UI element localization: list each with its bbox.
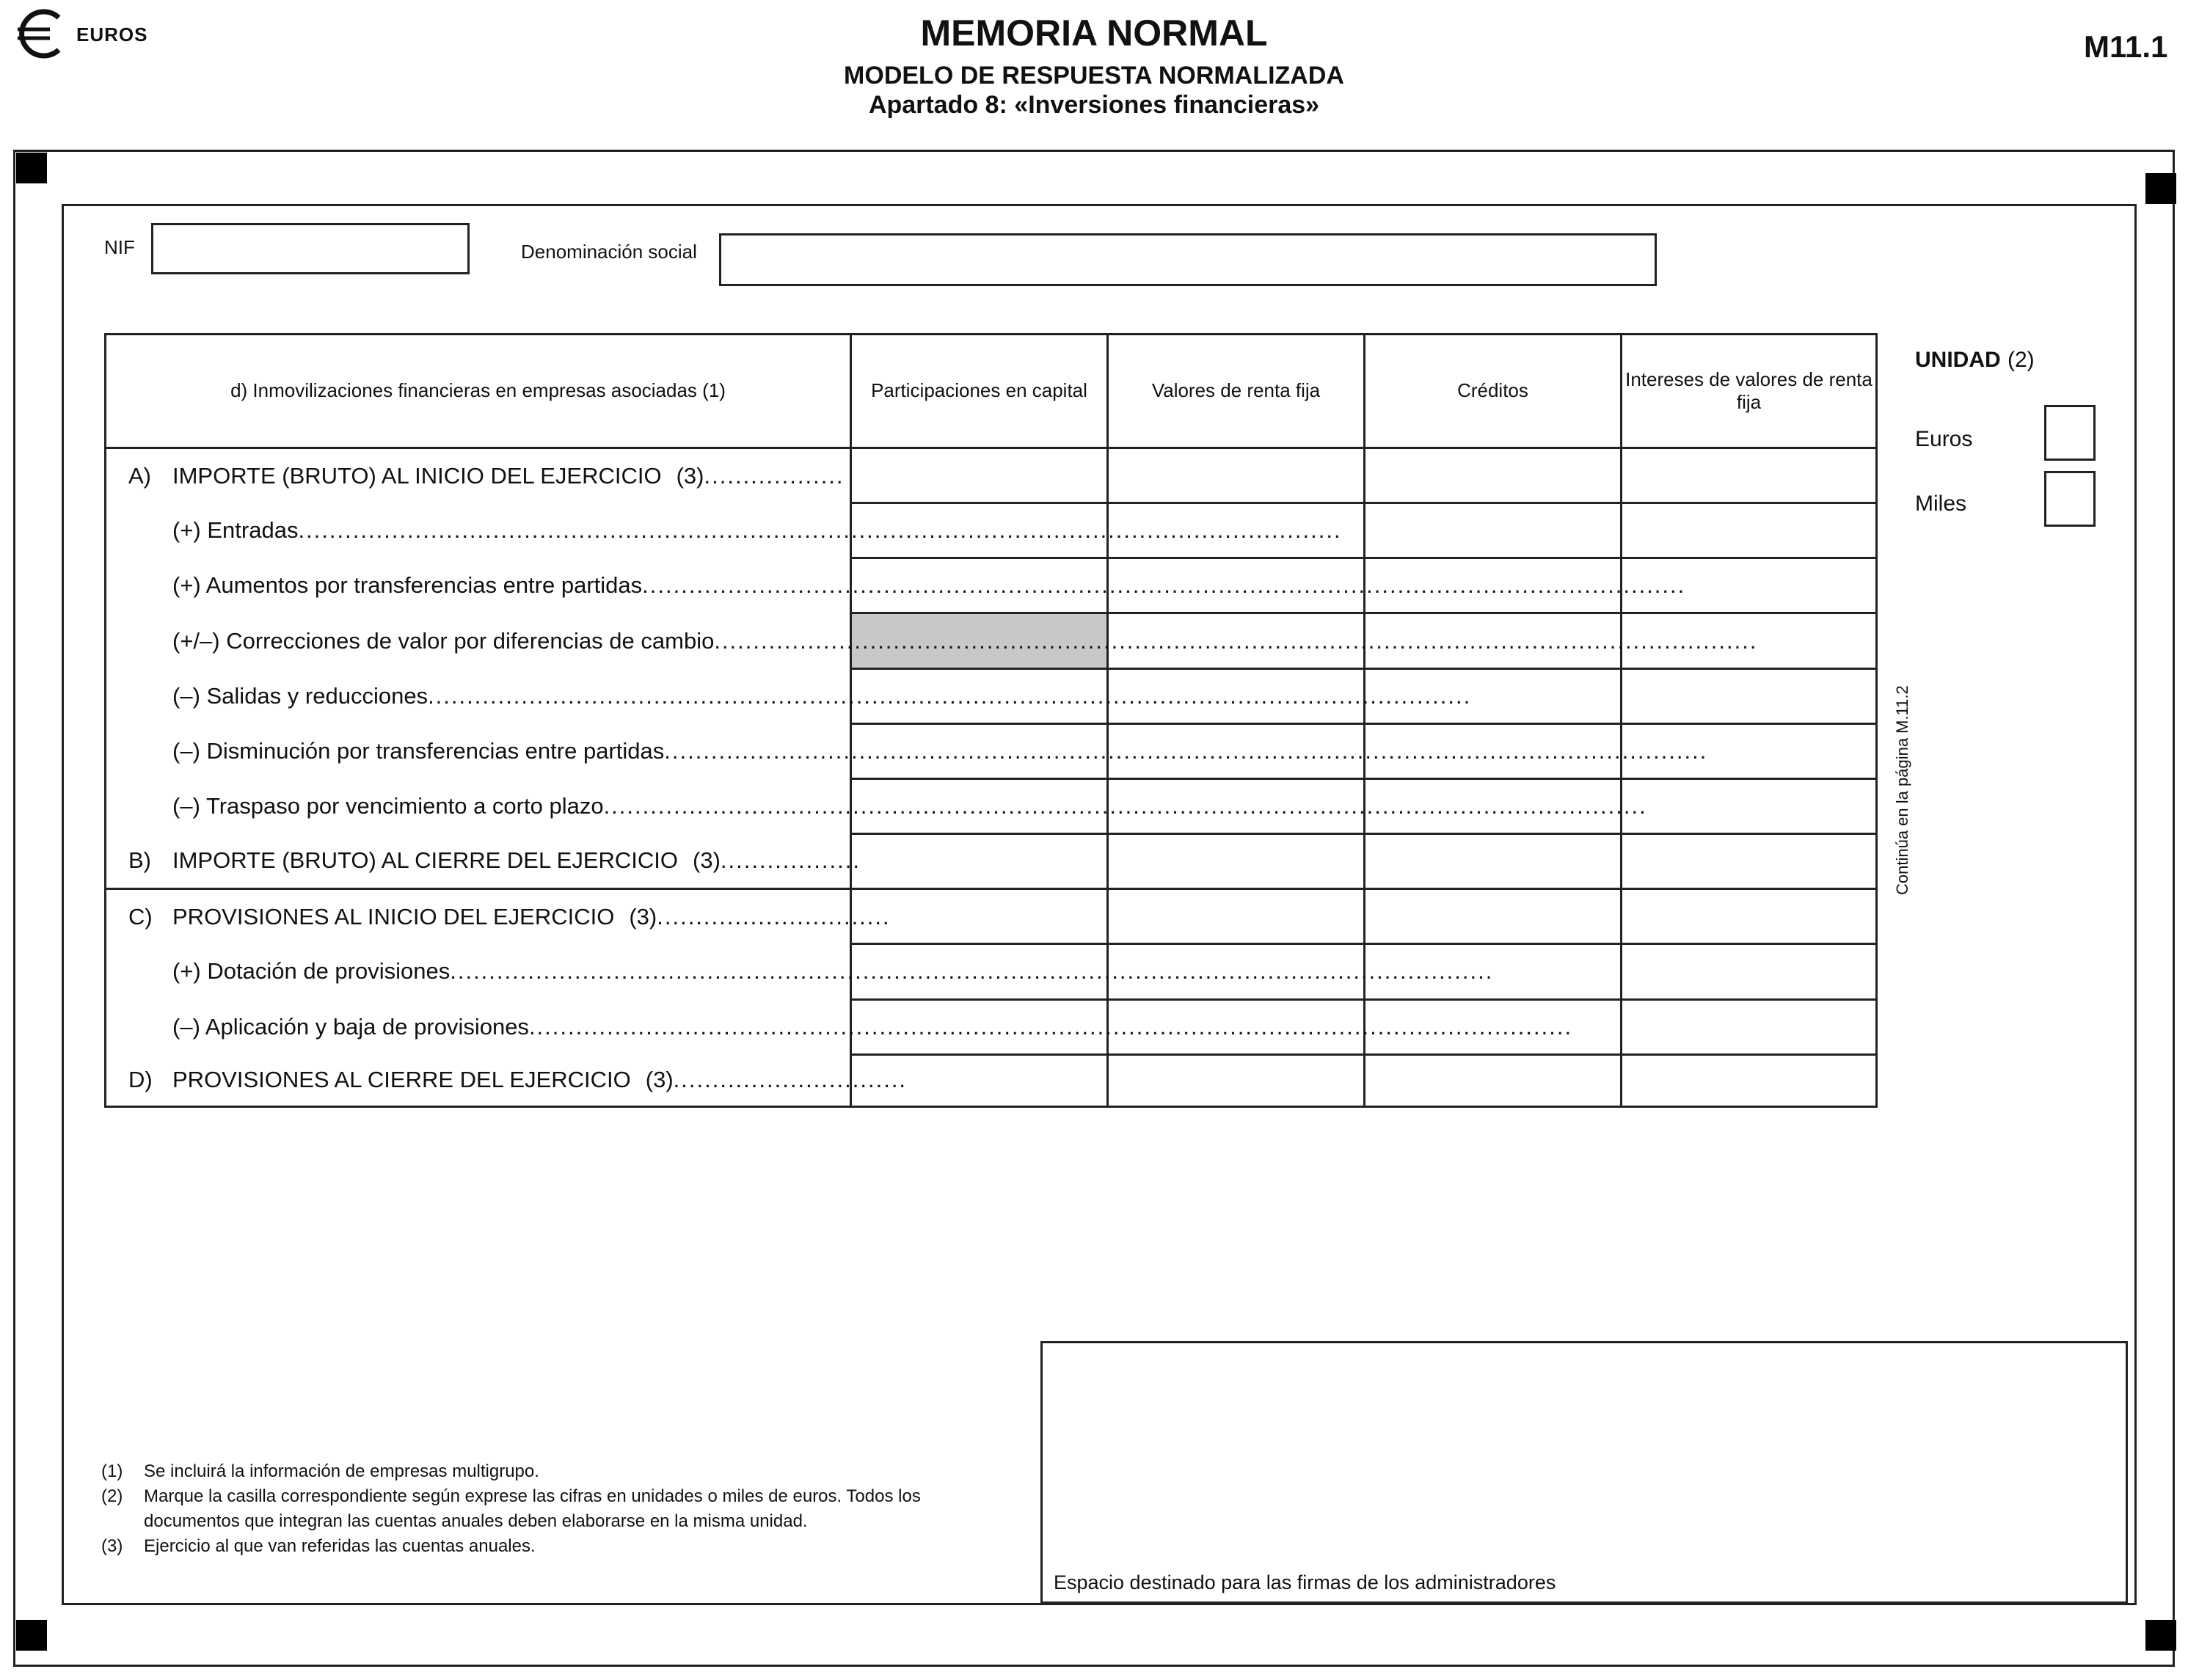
table-row bbox=[106, 503, 1877, 558]
signature-area[interactable] bbox=[1040, 1341, 2128, 1604]
unidad-note: (2) bbox=[2008, 348, 2035, 372]
signature-label: Espacio destinado para las firmas de los administradores bbox=[1054, 1571, 1556, 1593]
column-header: Participaciones en capital bbox=[851, 335, 1108, 448]
footnote: (1) Se incluirá la información de empresas multigrupo. bbox=[101, 1461, 539, 1481]
table-row bbox=[106, 1054, 1877, 1106]
row-label: (–) Aplicación y baja de provisiones bbox=[172, 1013, 529, 1040]
row-code: D) bbox=[128, 1067, 153, 1093]
column-header: Créditos bbox=[1365, 335, 1622, 448]
row-label: (+/–) Correcciones de valor por diferencias de cambio bbox=[172, 627, 715, 654]
continuation-note: Continúa en la página M.11.2 bbox=[1893, 685, 1911, 895]
denominacion-label: Denominación social bbox=[521, 241, 697, 263]
row-label: (+) Aumentos por transferencias entre partidas bbox=[172, 572, 643, 599]
amount-cell[interactable] bbox=[1622, 778, 1877, 833]
leader-dots: .................. bbox=[704, 462, 845, 489]
leader-dots: .................. bbox=[720, 847, 861, 874]
amount-cell[interactable] bbox=[1108, 448, 1365, 503]
registration-mark bbox=[16, 1620, 47, 1651]
row-label: IMPORTE (BRUTO) AL INICIO DEL EJERCICIO bbox=[172, 462, 662, 489]
leader-dots: ...................................................................................................................................... bbox=[298, 517, 1342, 544]
miles-label: Miles bbox=[1915, 492, 1967, 516]
row-ref: (3) bbox=[645, 1067, 674, 1093]
amount-cell[interactable] bbox=[1622, 1054, 1877, 1106]
currency-label: EUROS bbox=[76, 23, 148, 45]
row-code: A) bbox=[128, 462, 151, 489]
registration-mark bbox=[2145, 173, 2176, 204]
nif-field[interactable] bbox=[151, 223, 470, 274]
amount-cell[interactable] bbox=[1622, 834, 1877, 889]
row-label: (–) Salidas y reducciones bbox=[172, 682, 429, 709]
leader-dots: ...................................................................................................................................... bbox=[450, 958, 1494, 985]
model-code: M11.1 bbox=[2084, 29, 2168, 64]
table-row bbox=[106, 448, 1877, 503]
amount-cell[interactable] bbox=[1622, 944, 1877, 999]
leader-dots: ...................................................................................................................................... bbox=[428, 682, 1472, 709]
leader-dots: .............................. bbox=[657, 904, 891, 930]
amount-cell[interactable] bbox=[1622, 999, 1877, 1054]
amount-cell[interactable] bbox=[1108, 889, 1365, 944]
euros-checkbox[interactable] bbox=[2044, 405, 2096, 461]
leader-dots: .............................. bbox=[673, 1067, 908, 1093]
row-label: PROVISIONES AL INICIO DEL EJERCICIO bbox=[172, 904, 615, 930]
amount-cell[interactable] bbox=[1622, 448, 1877, 503]
nif-label: NIF bbox=[104, 236, 135, 258]
table-row bbox=[106, 944, 1877, 999]
page-title: MEMORIA NORMAL bbox=[920, 12, 1268, 54]
registration-mark bbox=[16, 153, 47, 183]
amount-cell[interactable] bbox=[1622, 503, 1877, 558]
registration-mark bbox=[2145, 1620, 2176, 1651]
amount-cell[interactable] bbox=[1365, 1054, 1622, 1106]
table-row bbox=[106, 834, 1877, 889]
table-row bbox=[106, 723, 1877, 778]
row-code: B) bbox=[128, 847, 151, 874]
description-header: d) Inmovilizaciones financieras en empresas asociadas (1) bbox=[106, 335, 851, 448]
footnote: (2) Marque la casilla correspondiente según exprese las cifras en unidades o miles de euros. Todos los bbox=[101, 1486, 921, 1506]
table-row bbox=[106, 558, 1877, 613]
leader-dots: ...................................................................................................................................... bbox=[603, 793, 1647, 819]
amount-cell[interactable] bbox=[1365, 889, 1622, 944]
section-title: Apartado 8: «Inversiones financieras» bbox=[868, 91, 1320, 119]
column-header: Intereses de valores de renta fija bbox=[1622, 335, 1877, 448]
amount-cell[interactable] bbox=[1108, 834, 1365, 889]
row-label: IMPORTE (BRUTO) AL CIERRE DEL EJERCICIO bbox=[172, 847, 679, 874]
miles-checkbox[interactable] bbox=[2044, 471, 2096, 527]
table-row bbox=[106, 999, 1877, 1054]
table-row bbox=[106, 778, 1877, 833]
amount-cell[interactable] bbox=[851, 448, 1108, 503]
footnote-continuation: documentos que integran las cuentas anuales deben elaborarse en la misma unidad. bbox=[144, 1511, 808, 1531]
row-ref: (3) bbox=[629, 904, 657, 930]
row-label: PROVISIONES AL CIERRE DEL EJERCICIO bbox=[172, 1067, 631, 1093]
row-label: (+) Entradas bbox=[172, 517, 299, 544]
row-label: (+) Dotación de provisiones bbox=[172, 958, 451, 985]
leader-dots: ...................................................................................................................................... bbox=[664, 737, 1708, 764]
leader-dots: ...................................................................................................................................... bbox=[642, 572, 1686, 599]
row-label: (–) Disminución por transferencias entre partidas bbox=[172, 737, 665, 764]
denominacion-field[interactable] bbox=[719, 233, 1657, 286]
amount-cell[interactable] bbox=[1365, 448, 1622, 503]
amount-cell[interactable] bbox=[1365, 503, 1622, 558]
amount-cell[interactable] bbox=[1108, 1054, 1365, 1106]
table-row bbox=[106, 668, 1877, 723]
amount-cell[interactable] bbox=[1622, 889, 1877, 944]
amount-cell[interactable] bbox=[1622, 668, 1877, 723]
amount-cell[interactable] bbox=[1365, 834, 1622, 889]
table-row bbox=[106, 613, 1877, 668]
investments-table bbox=[104, 333, 1878, 1108]
table-row bbox=[106, 889, 1877, 944]
row-code: C) bbox=[128, 904, 153, 930]
column-header: Valores de renta fija bbox=[1108, 335, 1365, 448]
unidad-title: UNIDAD bbox=[1915, 348, 2001, 372]
row-label: (–) Traspaso por vencimiento a corto plazo bbox=[172, 793, 604, 819]
euros-label: Euros bbox=[1915, 427, 1973, 451]
amount-cell[interactable] bbox=[851, 834, 1108, 889]
leader-dots: ...................................................................................................................................... bbox=[714, 627, 1758, 654]
page-subtitle: MODELO DE RESPUESTA NORMALIZADA bbox=[844, 62, 1344, 90]
row-ref: (3) bbox=[693, 847, 721, 874]
footnote: (3) Ejercicio al que van referidas las cuentas anuales. bbox=[101, 1536, 536, 1556]
row-ref: (3) bbox=[676, 462, 704, 489]
leader-dots: ...................................................................................................................................... bbox=[528, 1013, 1573, 1040]
